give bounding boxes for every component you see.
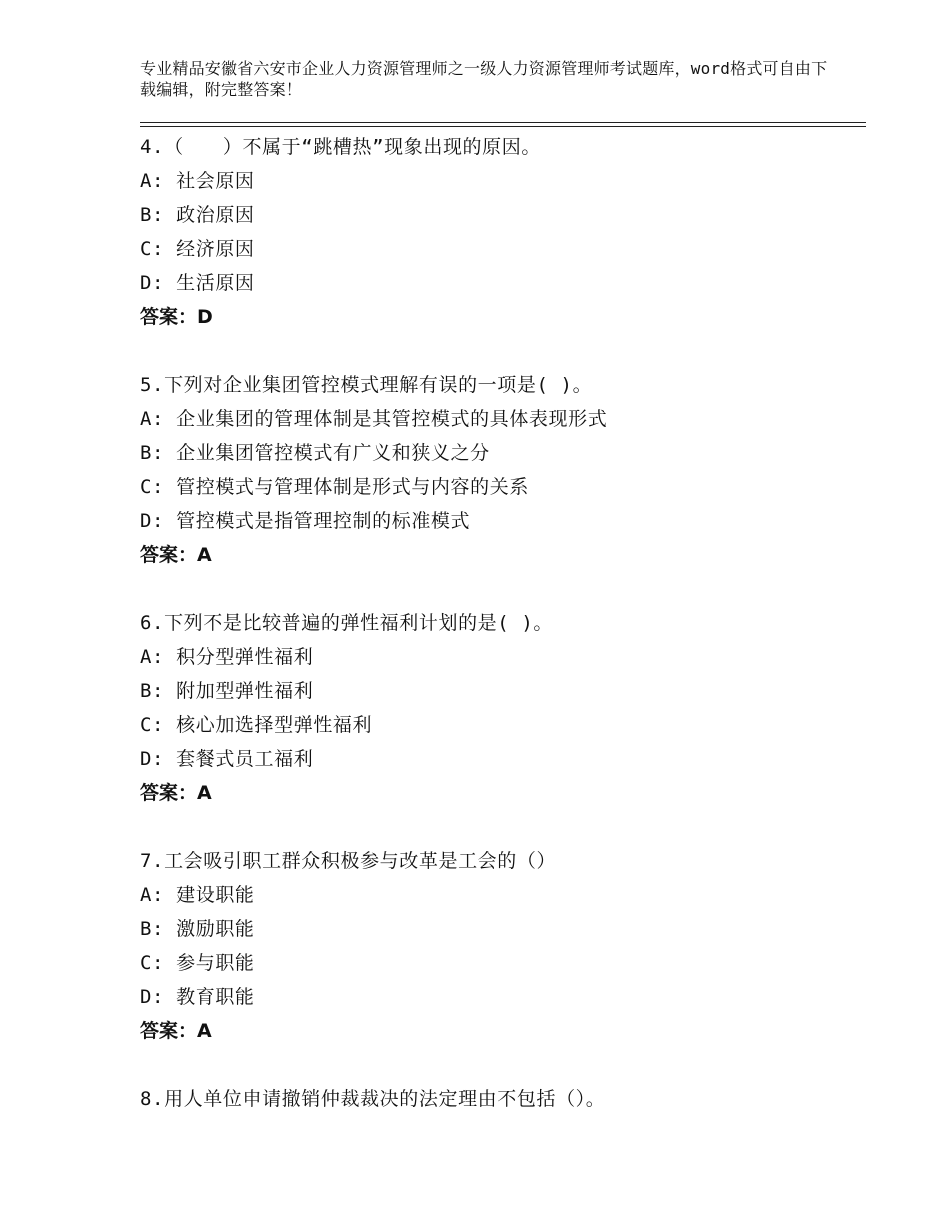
option-b: B: 激励职能 <box>140 918 255 940</box>
option-b: B: 企业集团管控模式有广义和狭义之分 <box>140 442 490 464</box>
option-d: D: 生活原因 <box>140 272 255 294</box>
question-7 <box>140 844 866 1048</box>
question-stem: 7.工会吸引职工群众积极参与改革是工会的（） <box>140 850 557 872</box>
option-d: D: 管控模式是指管理控制的标准模式 <box>140 510 471 532</box>
answer-line <box>140 300 866 334</box>
answer-label: 答案： <box>140 782 198 804</box>
question-stem: 4.（ ）不属于“跳槽热”现象出现的原因。 <box>140 136 541 158</box>
option-d: D: 教育职能 <box>140 986 255 1008</box>
answer-label: 答案： <box>140 306 198 328</box>
question-stem: 8.用人单位申请撤销仲裁裁决的法定理由不包括（）。 <box>140 1088 606 1110</box>
question-stem: 5.下列对企业集团管控模式理解有误的一项是( )。 <box>140 374 593 396</box>
option-c: C: 核心加选择型弹性福利 <box>140 714 373 736</box>
option-d: D: 套餐式员工福利 <box>140 748 314 770</box>
answer-label: 答案： <box>140 1020 198 1042</box>
document-header: 专业精品安徽省六安市企业人力资源管理师之一级人力资源管理师考试题库，word格式可自由下载编辑，附完整答案！ <box>140 59 828 99</box>
header-divider-top <box>140 122 866 123</box>
answer-line <box>140 1014 866 1048</box>
answer-value: A <box>197 1020 212 1042</box>
option-a: A: 建设职能 <box>140 884 255 906</box>
option-b: B: 附加型弹性福利 <box>140 680 314 702</box>
answer-value: A <box>197 782 212 804</box>
option-a: A: 积分型弹性福利 <box>140 646 314 668</box>
answer-label: 答案： <box>140 544 198 566</box>
question-list <box>140 130 866 1150</box>
question-6 <box>140 606 866 810</box>
answer-value: D <box>197 306 213 328</box>
question-8 <box>140 1082 866 1116</box>
question-5 <box>140 368 866 572</box>
answer-line <box>140 776 866 810</box>
option-b: B: 政治原因 <box>140 204 255 226</box>
option-c: C: 经济原因 <box>140 238 255 260</box>
option-c: C: 参与职能 <box>140 952 255 974</box>
option-a: A: 企业集团的管理体制是其管控模式的具体表现形式 <box>140 408 608 430</box>
question-stem: 6.下列不是比较普遍的弹性福利计划的是( )。 <box>140 612 553 634</box>
option-c: C: 管控模式与管理体制是形式与内容的关系 <box>140 476 529 498</box>
answer-line <box>140 538 866 572</box>
answer-value: A <box>197 544 212 566</box>
question-4 <box>140 130 866 334</box>
option-a: A: 社会原因 <box>140 170 255 192</box>
header-divider-bottom <box>140 126 866 127</box>
